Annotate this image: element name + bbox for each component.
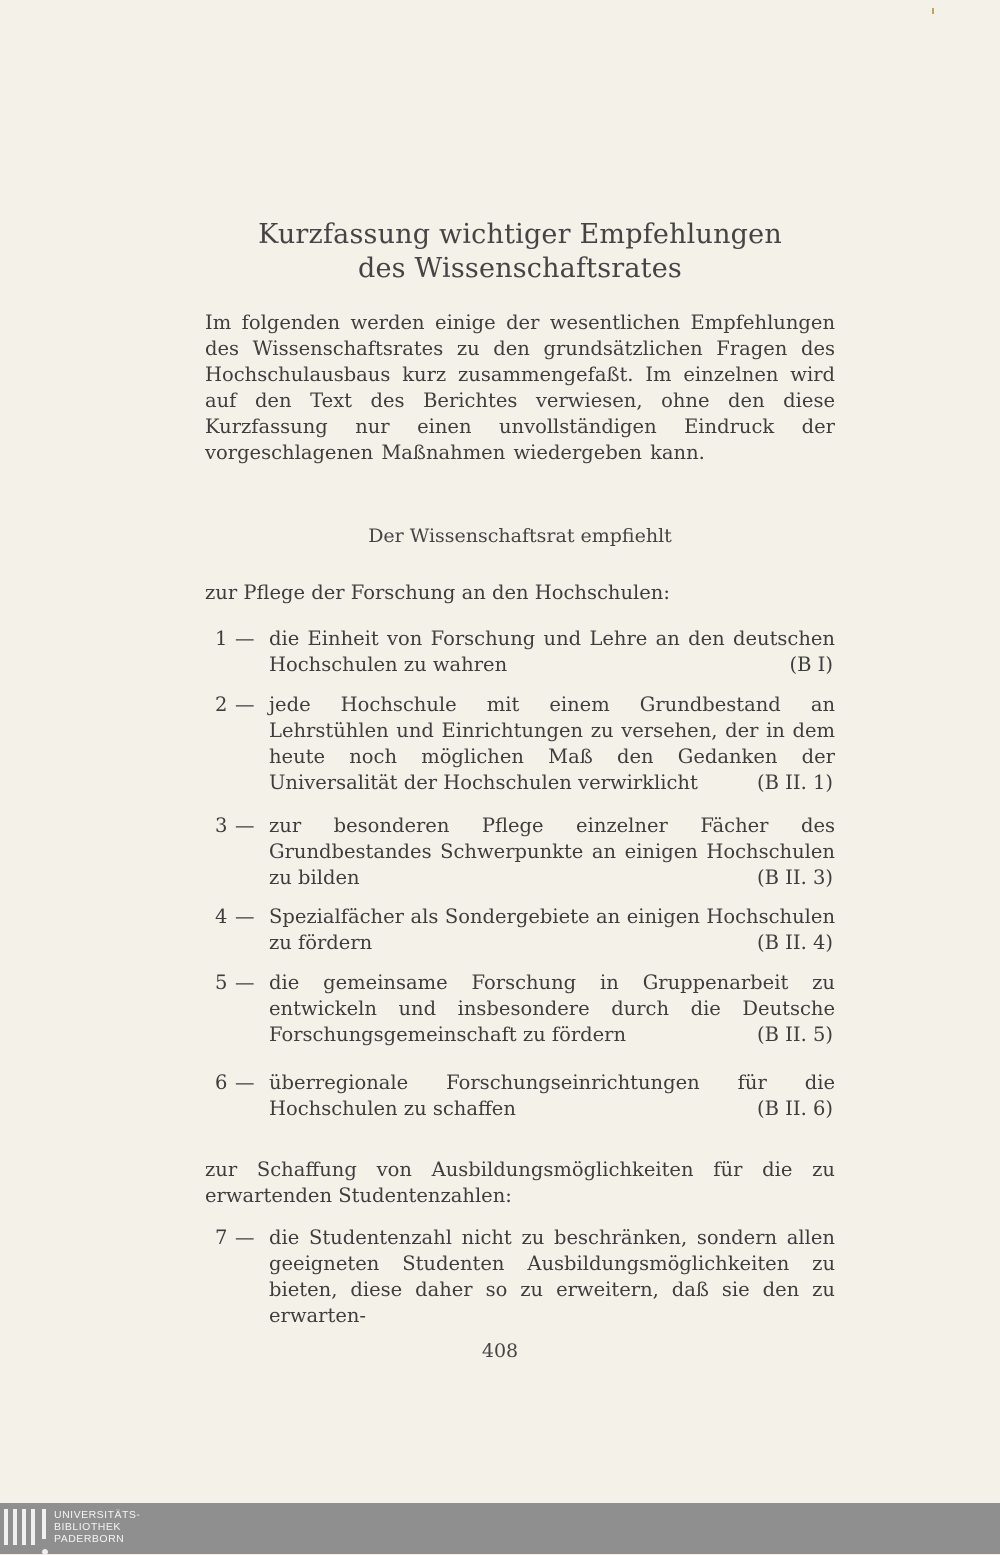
margin-mark — [932, 8, 934, 14]
list-item — [205, 692, 835, 796]
item-text: zur besonderen Pflege einzelner Fächer des Grundbestandes Schwerpunkte an einigen Hochschulen zu bilden — [269, 814, 835, 889]
item-text: jede Hochschule mit einem Grundbestand an Lehrstühlen und Einrichtungen zu versehen, der in dem heute noch möglichen Maß den Gedanken der Universalität der Hochschulen verwirklicht — [269, 693, 835, 794]
item-number: 7 — [215, 1226, 228, 1249]
library-name: UNIVERSITÄTS- BIBLIOTHEK PADERBORN — [54, 1509, 141, 1545]
title-line-1: Kurzfassung wichtiger Empfehlungen — [258, 219, 782, 250]
item-reference: (B II. 3) — [757, 866, 833, 889]
item-number: 6 — [215, 1071, 228, 1094]
list-item — [205, 1070, 835, 1122]
item-number: 2 — [215, 693, 228, 716]
item-text: die Studentenzahl nicht zu beschränken, sondern allen geeigneten Studenten Ausbildungsmöglichkeiten zu bieten, diese daher so zu erweitern, daß sie den zu erwarten- — [269, 1226, 835, 1327]
item-reference: (B II. 6) — [757, 1097, 833, 1120]
list-item — [205, 904, 835, 956]
list-item — [205, 970, 835, 1048]
item-dash: — — [235, 1071, 255, 1094]
item-dash: — — [235, 693, 255, 716]
section-heading-education: zur Schaffung von Ausbildungsmöglichkeiten für die zu erwartenden Studentenzahlen: — [205, 1158, 835, 1207]
item-reference: (B II. 5) — [757, 1023, 833, 1046]
section-heading-research: zur Pflege der Forschung an den Hochschulen: — [205, 581, 670, 604]
item-dash: — — [235, 971, 255, 994]
item-text: die Einheit von Forschung und Lehre an den deutschen Hochschulen zu wahren — [269, 627, 835, 676]
library-logo-icon — [4, 1509, 48, 1549]
title-line-2: des Wissenschaftsrates — [358, 253, 682, 284]
item-text: überregionale Forschungseinrichtungen für die Hochschulen zu schaffen — [269, 1071, 835, 1120]
item-reference: (B II. 4) — [757, 931, 833, 954]
item-number: 5 — [215, 971, 228, 994]
item-dash: — — [235, 814, 255, 837]
item-reference: (B I) — [789, 653, 833, 676]
item-text: Spezialfächer als Sondergebiete an einigen Hochschulen zu fördern — [269, 905, 835, 954]
page-number: 408 — [481, 1340, 519, 1362]
list-item — [205, 813, 835, 891]
subheading: Der Wissenschaftsrat empfiehlt — [368, 525, 672, 547]
item-text: die gemeinsame Forschung in Gruppenarbeit zu entwickeln und insbesondere durch die Deutsche Forschungsgemeinschaft zu fördern — [269, 971, 835, 1046]
item-number: 1 — [215, 627, 228, 650]
page-title — [180, 218, 860, 286]
item-dash: — — [235, 905, 255, 928]
item-reference: (B II. 1) — [757, 771, 833, 794]
item-dash: — — [235, 627, 255, 650]
list-item — [205, 1225, 835, 1329]
item-dash: — — [235, 1226, 255, 1249]
item-number: 3 — [215, 814, 228, 837]
list-item — [205, 626, 835, 678]
item-number: 4 — [215, 905, 228, 928]
library-footer-banner — [0, 1503, 1000, 1554]
intro-paragraph: Im folgenden werden einige der wesentlichen Empfehlungen des Wissenschaftsrates zu den grundsätzlichen Fragen des Hochschulausbaus kurz zusammengefaßt. Im einzelnen wird auf den Text des Berichtes verwiesen, ohne den diese Kurzfassung nur einen unvollständigen Eindruck der vorgeschlagenen Maßnahmen wiedergeben kann. — [205, 311, 835, 464]
